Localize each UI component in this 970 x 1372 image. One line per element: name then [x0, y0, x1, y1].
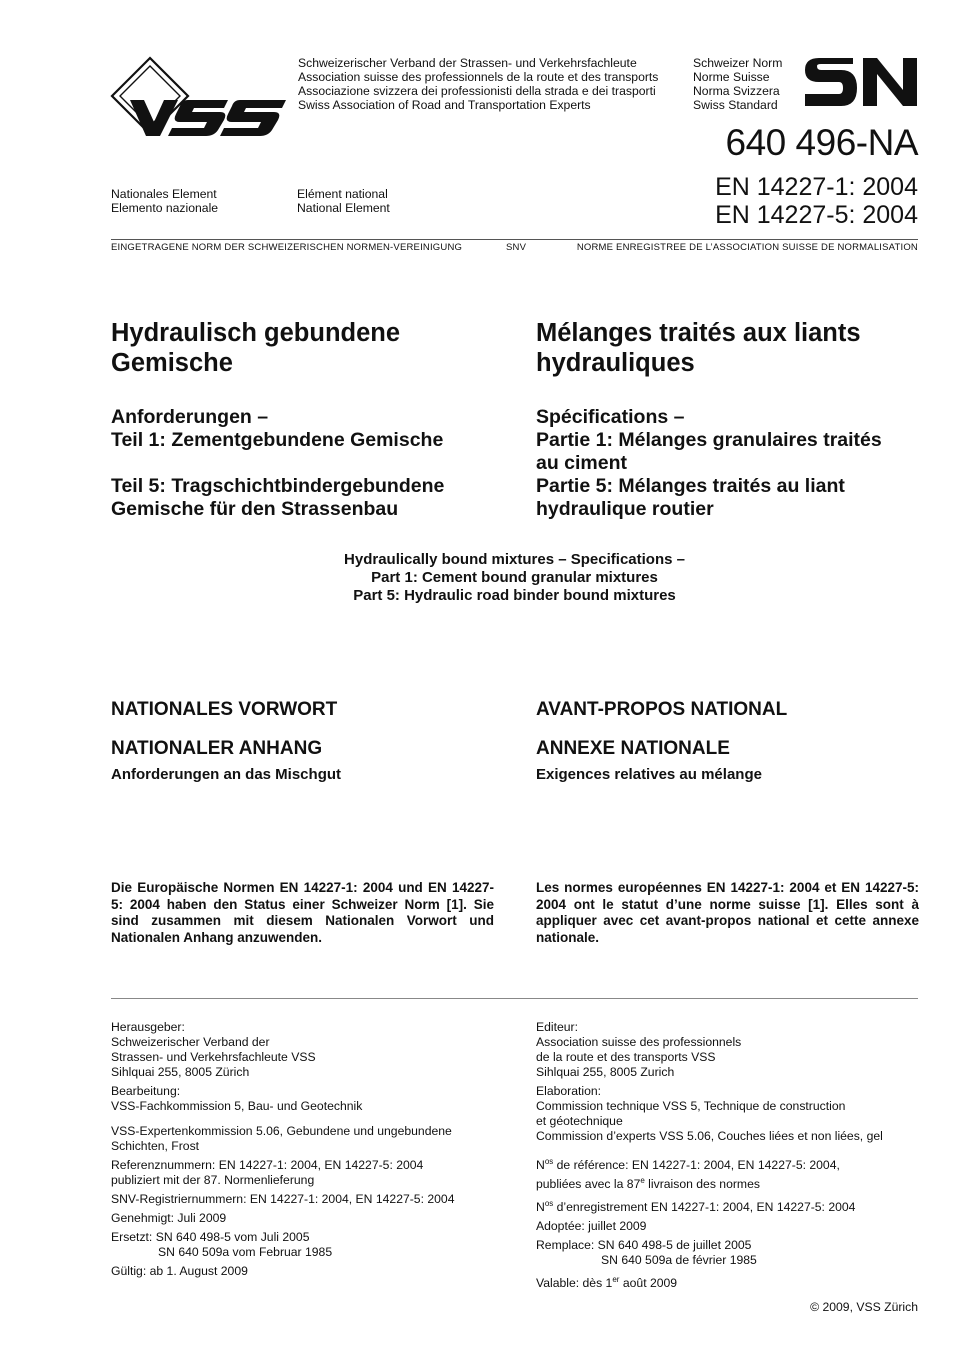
- title-de-block: [111, 318, 521, 521]
- refnum-line: Referenznummern: EN 14227-1: 2004, EN 14227-5: 2004: [111, 1158, 424, 1172]
- subtitle-line: Teil 1: Zementgebundene Gemische: [111, 429, 444, 451]
- valid-a: Valable: dès 1: [536, 1276, 613, 1291]
- ref-sup: os: [544, 1157, 554, 1166]
- annex-subtitle-de: Anforderungen an das Mischgut: [111, 766, 342, 783]
- annex-subtitle-fr: Exigences relatives au mélange: [536, 766, 762, 783]
- heading-foreword-fr: AVANT-PROPOS NATIONAL: [536, 699, 788, 720]
- association-names: [298, 56, 658, 112]
- reg-prefix: N: [536, 1200, 545, 1215]
- norm-number: 640 496-NA: [725, 122, 918, 163]
- sn-logo-graphic: [803, 54, 919, 110]
- publisher-fr: [536, 1020, 936, 1080]
- valid-b: août 2009: [619, 1276, 678, 1291]
- reference-numbers-de: [111, 1158, 511, 1188]
- publisher-de: [111, 1020, 511, 1080]
- national-element-line: Elément national: [297, 187, 388, 201]
- reference-numbers-fr: [536, 1154, 936, 1192]
- approved-de: Genehmigt: Juli 2009: [111, 1211, 227, 1225]
- reg-sup: os: [544, 1199, 554, 1209]
- publisher-line: Sihlquai 255, 8005 Zürich: [111, 1065, 250, 1079]
- publisher-line: Association suisse des professionnels: [536, 1035, 742, 1049]
- subtitle-line: Gemische für den Strassenbau: [111, 498, 399, 520]
- title-en: [111, 551, 918, 605]
- en-reference: EN 14227-1: 2004: [715, 173, 918, 201]
- subtitle-fr-2: [536, 475, 936, 521]
- title-en-line: Part 1: Cement bound granular mixtures: [371, 569, 658, 586]
- subtitle-line: Spécifications –: [536, 406, 685, 428]
- en-references: [715, 173, 918, 229]
- vss-logo: [110, 56, 290, 140]
- title-en-line: Part 5: Hydraulic road binder bound mixtures: [353, 587, 676, 604]
- norm-type-line: Swiss Standard: [693, 98, 778, 112]
- subtitle-line: hydraulique routier: [536, 498, 714, 520]
- subtitle-de-1: [111, 406, 521, 452]
- en-reference: EN 14227-5: 2004: [715, 201, 918, 229]
- valid-fr: [536, 1272, 936, 1291]
- publisher-line: Strassen- und Verkehrsfachleute VSS: [111, 1050, 316, 1064]
- title-fr: [536, 318, 936, 378]
- registration-fr: NORME ENREGISTREE DE L’ASSOCIATION SUISSE DE NORMALISATION: [576, 242, 918, 253]
- editing-line: et géotechnique: [536, 1114, 623, 1128]
- intro-paragraph-de: Die Europäische Normen EN 14227-1: 2004 und EN 14227-5: 2004 haben den Status einer Schweizer Norm [1]. Sie sind zusammen mit diesem Nationalen Vorwort und Nationalen Anhang anzuwenden.: [111, 880, 494, 945]
- subtitle-fr-1: [536, 406, 936, 475]
- metadata-fr: [536, 1020, 936, 1295]
- association-line: Schweizerischer Verband der Strassen- und Verkehrsfachleute: [298, 56, 637, 70]
- editing-fr: [536, 1084, 936, 1144]
- subtitle-line: Partie 5: Mélanges traités au liant: [536, 475, 845, 497]
- national-element-line: Elemento nazionale: [111, 201, 219, 215]
- expert-line: VSS-Expertenkommission 5.06, Gebundene und ungebundene: [111, 1124, 452, 1138]
- ref-rest: de référence: EN 14227-1: 2004, EN 14227-5: 2004,: [553, 1158, 840, 1173]
- metadata-de: [111, 1020, 511, 1283]
- expert-line: Schichten, Frost: [111, 1139, 200, 1153]
- editing-line: Commission d’experts VSS 5.06, Couches liées et non liées, gel: [536, 1129, 883, 1143]
- reg-rest: d’enregistrement EN 14227-1: 2004, EN 14227-5: 2004: [553, 1200, 856, 1215]
- publisher-line: Schweizerischer Verband der: [111, 1035, 270, 1049]
- publisher-label: Editeur:: [536, 1020, 579, 1034]
- subtitle-line: au ciment: [536, 452, 628, 474]
- expert-commission-de: [111, 1124, 511, 1154]
- ref-prefix: N: [536, 1158, 545, 1173]
- title-line: Mélanges traités aux liants: [536, 319, 861, 347]
- adopted-fr: Adoptée: juillet 2009: [536, 1219, 647, 1234]
- subtitle-line: Teil 5: Tragschichtbindergebundene: [111, 475, 445, 497]
- registration-snv: SNV: [506, 242, 527, 253]
- norm-type-line: Schweizer Norm: [693, 56, 783, 70]
- editing-de: [111, 1084, 511, 1114]
- association-line: Association suisse des professionnels de la route et des transports: [298, 70, 659, 84]
- snv-registration-de: SNV-Registriernummern: EN 14227-1: 2004, EN 14227-5: 2004: [111, 1192, 455, 1206]
- registration-de: EINGETRAGENE NORM DER SCHWEIZERISCHEN NORMEN-VEREINIGUNG: [111, 242, 463, 253]
- copyright: © 2009, VSS Zürich: [810, 1300, 918, 1314]
- publisher-label: Herausgeber:: [111, 1020, 185, 1034]
- replaces-line: Ersetzt: SN 640 498-5 vom Juli 2005: [111, 1230, 310, 1244]
- refnum-line: publiziert mit der 87. Normenlieferung: [111, 1173, 315, 1187]
- title-line: hydrauliques: [536, 349, 695, 377]
- divider: [111, 998, 918, 999]
- title-en-line: Hydraulically bound mixtures – Specifications –: [344, 551, 685, 568]
- heading-annex-de: NATIONALER ANHANG: [111, 738, 323, 759]
- ref-line2-sup: e: [640, 1176, 645, 1186]
- norm-type-line: Norma Svizzera: [693, 84, 780, 98]
- ref-line-2: [536, 1173, 936, 1192]
- national-element-line: Nationales Element: [111, 187, 217, 201]
- ref-line2-b: livraison des normes: [644, 1177, 760, 1192]
- replaces-line: SN 640 509a vom Februar 1985: [158, 1245, 333, 1259]
- replaces-fr: [536, 1238, 936, 1268]
- association-line: Associazione svizzera dei professionisti della strada e dei trasporti: [298, 84, 656, 98]
- vss-logo-graphic: [110, 56, 290, 140]
- sn-logo: [803, 54, 919, 115]
- norm-type: [693, 56, 782, 112]
- registration-numbers-fr: [536, 1196, 936, 1215]
- title-fr-block: [536, 318, 936, 521]
- ref-line: [536, 1154, 936, 1173]
- publisher-line: Sihlquai 255, 8005 Zurich: [536, 1065, 675, 1079]
- heading-annex-fr: ANNEXE NATIONALE: [536, 738, 730, 759]
- publisher-line: de la route et des transports VSS: [536, 1050, 716, 1064]
- editing-line: VSS-Fachkommission 5, Bau- und Geotechnik: [111, 1099, 363, 1113]
- subtitle-line: Partie 1: Mélanges granulaires traités: [536, 429, 882, 451]
- valid-de: Gültig: ab 1. August 2009: [111, 1264, 248, 1278]
- association-line: Swiss Association of Road and Transportation Experts: [298, 98, 591, 112]
- subtitle-line: Anforderungen –: [111, 406, 269, 428]
- editing-label: Elaboration:: [536, 1084, 602, 1098]
- replaces-de: [111, 1230, 511, 1260]
- norm-type-line: Norme Suisse: [693, 70, 770, 84]
- replaces-line: Remplace: SN 640 498-5 de juillet 2005: [536, 1238, 752, 1253]
- title-line: Gemische: [111, 349, 233, 377]
- subtitle-de-2: [111, 475, 521, 521]
- ref-line2-a: publiées avec la 87: [536, 1177, 641, 1192]
- editing-line: Commission technique VSS 5, Technique de construction: [536, 1099, 846, 1113]
- national-element-right: [297, 187, 390, 215]
- replaces-line: SN 640 509a de février 1985: [601, 1253, 757, 1268]
- title-de: [111, 318, 521, 378]
- editing-label: Bearbeitung:: [111, 1084, 181, 1098]
- registration-rule: [111, 239, 918, 240]
- valid-sup: er: [612, 1275, 620, 1285]
- heading-foreword-de: NATIONALES VORWORT: [111, 699, 338, 720]
- national-element-line: National Element: [297, 201, 390, 215]
- intro-paragraph-fr: Les normes européennes EN 14227-1: 2004 et EN 14227-5: 2004 ont le statut d’une norme suisse [1]. Elles sont à appliquer avec cet avant-propos national et cette annexe nationale.: [536, 880, 919, 945]
- national-element-left: [111, 187, 218, 215]
- title-line: Hydraulisch gebundene: [111, 319, 401, 347]
